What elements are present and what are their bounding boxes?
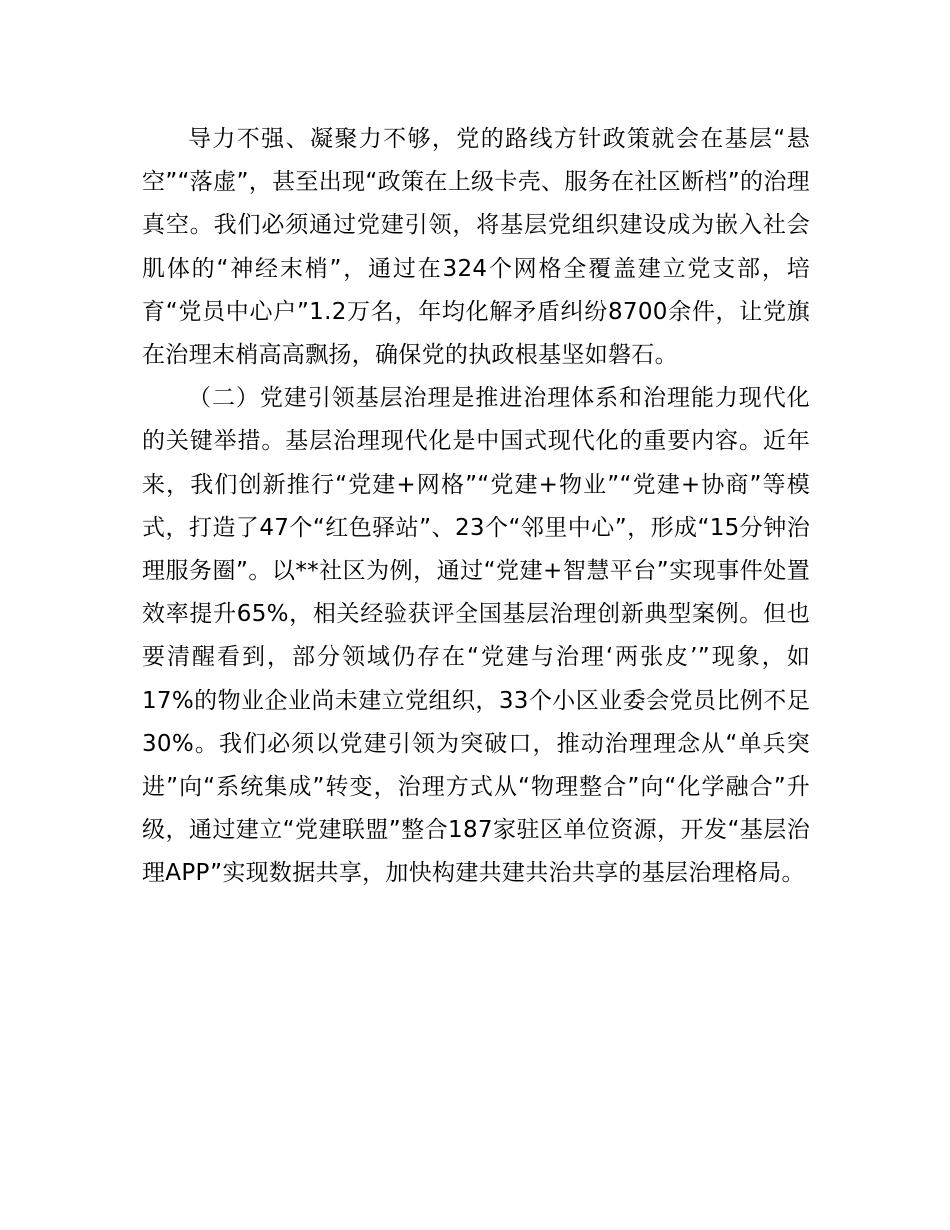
document-body	[142, 118, 810, 896]
paragraph-2: （二）党建引领基层治理是推进治理体系和治理能力现代化的关键举措。基层治理现代化是中国式现代化的重要内容。近年来，我们创新推行“党建+网格”“党建+物业”“党建+协商”等模式，打造了47个“红色驿站”、23个“邻里中心”，形成“15分钟治理服务圈”。以**社区为例，通过“党建+智慧平台”实现事件处置效率提升65%，相关经验获评全国基层治理创新典型案例。但也要清醒看到，部分领域仍存在“党建与治理‘两张皮’”现象，如17%的物业企业尚未建立党组织，33个小区业委会党员比例不足30%。我们必须以党建引领为突破口，推动治理理念从“单兵突进”向“系统集成”转变，治理方式从“物理整合”向“化学融合”升级，通过建立“党建联盟”整合187家驻区单位资源，开发“基层治理APP”实现数据共享，加快构建共建共治共享的基层治理格局。	[142, 385, 810, 887]
paragraph-1: 导力不强、凝聚力不够，党的路线方针政策就会在基层“悬空”“落虚”，甚至出现“政策在上级卡壳、服务在社区断档”的治理真空。我们必须通过党建引领，将基层党组织建设成为嵌入社会肌体的“神经末梢”，通过在324个网格全覆盖建立党支部，培育“党员中心户”1.2万名，年均化解矛盾纠纷8700余件，让党旗在治理末梢高高飘扬，确保党的执政根基坚如磐石。	[142, 126, 810, 369]
